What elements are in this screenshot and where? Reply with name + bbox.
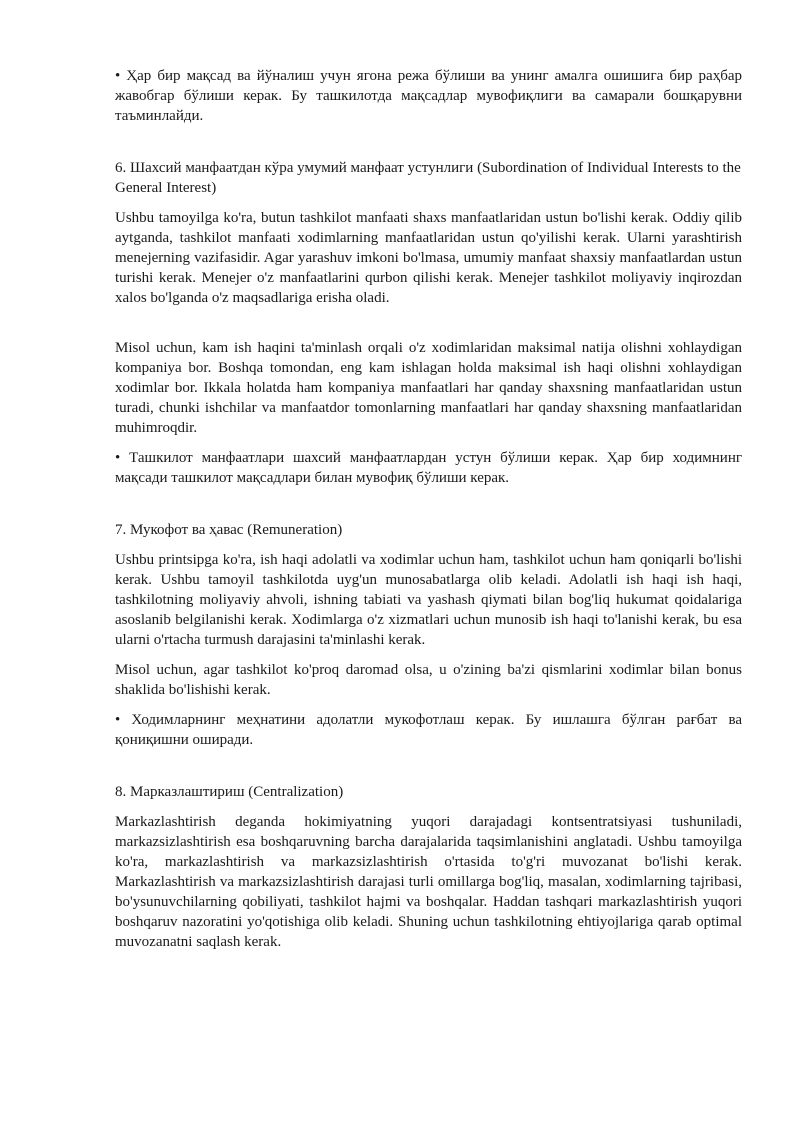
bullet-remuneration: • Ходимларнинг меҳнатини адолатли мукофотлаш керак. Бу ишлашга бўлган рағбат ва қониқишни оширади.: [115, 712, 742, 748]
section-heading-8: 8. Марказлаштириш (Centralization): [115, 784, 344, 800]
section-heading-7: 7. Мукофот ва ҳавас (Remuneration): [115, 522, 343, 538]
bullet-unity-of-direction: • Ҳар бир мақсад ва йўналиш учун ягона режа бўлиши ва унинг амалга ошишига бир раҳбар жавобгар бўлиши керак. Бу ташкилотда мақсадлар мувофиқлиги ва самарали бошқарувни таъминлайди.: [115, 68, 742, 124]
paragraph-7-principle: Ushbu printsipga ko'ra, ish haqi adolatli va xodimlar uchun ham, tashkilot uchun ham qoniqarli bo'lishi kerak. Ushbu tamoyil tashkilotda uyg'un munosabatlarga olib keladi. Adolatli ish haqi ish haqi, tashkilotning moliyaviy ahvoli, ishning tabiati va yashash qiymati bilan bog'liq hukumat qoidalariga asoslanib belgilanishi kerak. Xodimlarga o'z xizmatlari uchun munosib ish haqi to'lanishi kerak, bu esa ularni o'rtacha turmush darajasini ta'minlashi kerak.: [115, 552, 742, 648]
paragraph-7-example: Misol uchun, agar tashkilot ko'proq daromad olsa, u o'zining ba'zi qismlarini xodimlar bilan bonus shaklida bo'lishishi kerak.: [115, 662, 742, 698]
section-heading-6: 6. Шахсий манфаатдан кўра умумий манфаат устунлиги (Subordination of Individual Interests to the General Interest): [115, 160, 741, 196]
bullet-individual-interests: • Ташкилот манфаатлари шахсий манфаатлардан устун бўлиши керак. Ҳар бир ходимнинг мақсади ташкилот мақсадлари билан мувофиқ бўлиши керак.: [115, 450, 742, 486]
paragraph-6-principle: Ushbu tamoyilga ko'ra, butun tashkilot manfaati shaxs manfaatlaridan ustun bo'lishi kerak. Oddiy qilib aytganda, tashkilot manfaati xodimlarning manfaatlaridan ustun qo'yilishi kerak. Ularni yarashtirish menejerning vazifasidir. Agar yarashuv imkoni bo'lmasa, umumiy manfaat shaxsiy manfaatlardan ustun turishi kerak. Menejer o'z manfaatlarini qurbon qilishi kerak. Menejer tashkilot moliyaviy inqirozdan xalos bo'lganda o'z maqsadlariga erisha oladi.: [115, 210, 742, 306]
document-page: [115, 66, 742, 962]
paragraph-8-principle: Markazlashtirish deganda hokimiyatning yuqori darajadagi kontsentratsiyasi tushuniladi, markazsizlashtirish esa boshqaruvning barcha darajalarida taqsimlanishini anglatadi. Ushbu tamoyilga ko'ra, markazlashtirish va markazsizlashtirish o'rtasida to'g'ri muvozanat bo'lishi kerak. Markazlashtirish va markazsizlashtirish darajasi turli omillarga bog'liq, masalan, xodimlarning tajribasi, bo'ysunuvchilarning qobiliyati, tashkilot hajmi va boshqalar. Haddan tashqari markazlashtirish yuqori boshqaruv nazoratini yo'qotishiga olib keladi. Shuning uchun tashkilotning ehtiyojlariga qarab optimal muvozanatni saqlash kerak.: [115, 814, 742, 950]
paragraph-6-example: Misol uchun, kam ish haqini ta'minlash orqali o'z xodimlaridan maksimal natija olishni xohlaydigan kompaniya bor. Boshqa tomondan, eng kam ishlagan holda maksimal ish haqi olishni xohlaydigan xodimlar bor. Ikkala holatda ham kompaniya manfaatlari har qanday shaxsning manfaatlaridan ustun turadi, chunki ishchilar va manfaatdor tomonlarning manfaatlari har qanday shaxsning manfaatlaridan muhimroqdir.: [115, 340, 742, 436]
